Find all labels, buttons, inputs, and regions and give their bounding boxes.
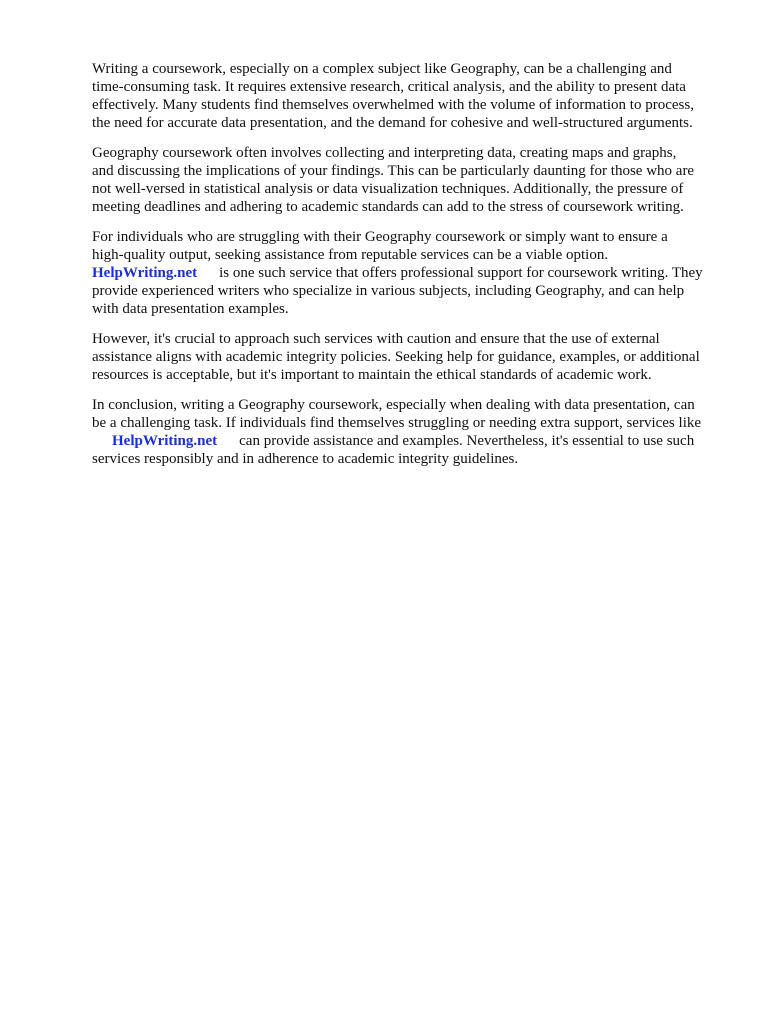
text-line: with data presentation examples. — [92, 301, 289, 317]
text-line: assistance aligns with academic integrity policies. Seeking help for guidance, examples, or additional — [92, 349, 700, 365]
text-line: meeting deadlines and adhering to academic standards can add to the stress of coursework writing. — [92, 199, 684, 215]
text-line: high-quality output, seeking assistance from reputable services can be a viable option. — [92, 247, 609, 263]
text-line: In conclusion, writing a Geography coursework, especially when dealing with data presentation, can — [92, 397, 695, 413]
text-line: However, it's crucial to approach such services with caution and ensure that the use of external — [92, 331, 660, 347]
text-segment: can provide assistance and examples. Nevertheless, it's essential to use such — [239, 433, 695, 449]
text-line: be a challenging task. If individuals find themselves struggling or needing extra support, services like — [92, 415, 702, 431]
helpwriting-link[interactable]: HelpWriting.net — [112, 433, 218, 449]
paragraph-assistance — [92, 228, 732, 318]
paragraph-conclusion — [92, 396, 732, 468]
text-line: effectively. Many students find themselves overwhelmed with the volume of information to process, — [92, 97, 694, 113]
text-line: For individuals who are struggling with their Geography coursework or simply want to ensure a — [92, 229, 668, 245]
text-line: services responsibly and in adherence to academic integrity guidelines. — [92, 451, 519, 467]
text-line: not well-versed in statistical analysis or data visualization techniques. Additionally, the pressure of — [92, 181, 684, 197]
document-page — [92, 60, 732, 480]
text-line: resources is acceptable, but it's important to maintain the ethical standards of academic work. — [92, 367, 652, 383]
text-line-with-link — [92, 432, 732, 450]
text-line: Geography coursework often involves collecting and interpreting data, creating maps and graphs, — [92, 145, 677, 161]
paragraph-caution — [92, 330, 732, 384]
text-segment: is one such service that offers professional support for coursework writing. They — [219, 265, 703, 281]
paragraph-intro — [92, 60, 732, 132]
text-line: time-consuming task. It requires extensive research, critical analysis, and the ability to present data — [92, 79, 686, 95]
text-line-with-link — [92, 264, 732, 282]
helpwriting-link[interactable]: HelpWriting.net — [92, 265, 198, 281]
text-line: Writing a coursework, especially on a complex subject like Geography, can be a challenging and — [92, 61, 672, 77]
text-line: the need for accurate data presentation, and the demand for cohesive and well-structured arguments. — [92, 115, 693, 131]
paragraph-challenges — [92, 144, 732, 216]
text-line: provide experienced writers who specialize in various subjects, including Geography, and can help — [92, 283, 685, 299]
text-line: and discussing the implications of your findings. This can be particularly daunting for those who are — [92, 163, 695, 179]
